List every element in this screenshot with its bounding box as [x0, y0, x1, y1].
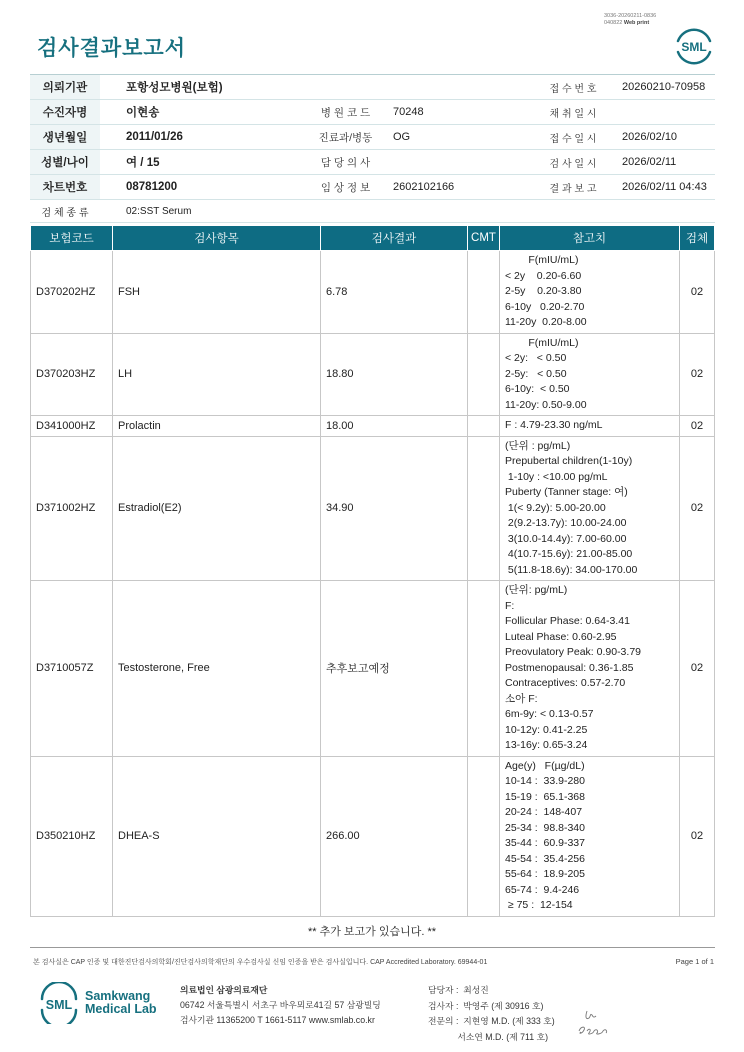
- reference-line: 11-20y: 0.50-9.00: [505, 398, 587, 411]
- reference-line: 6-10y: < 0.50: [505, 383, 570, 395]
- test-item: LH: [113, 333, 321, 416]
- reference-line: < 2y: < 0.50: [505, 352, 567, 364]
- accreditation-note: 본 검사실은 CAP 인증 및 대한진단검사의학회/진단검사의학재단의 우수검사실 신임 인증을 받은 검사실입니다. CAP Accredited Laboratory. 69944-01: [33, 959, 488, 966]
- patient-info-table: [30, 74, 715, 223]
- reference-line: 65-74 : 9.4-246: [505, 883, 580, 896]
- reference-range: [500, 436, 680, 581]
- info-value: 2602102166: [385, 175, 538, 200]
- reference-line: F(mIU/mL): [505, 336, 579, 349]
- insurance-code: D370202HZ: [31, 251, 113, 334]
- info-value: 이현송: [100, 100, 306, 125]
- info-label: 병 원 코 드: [306, 100, 385, 125]
- company-name-line: Samkwang: [85, 989, 151, 1003]
- info-label: 검 사 일 시: [538, 150, 608, 175]
- specimen-code: 02: [680, 756, 715, 916]
- reference-line: 10-12y: 0.41-2.25: [505, 723, 588, 736]
- info-label: 생년월일: [30, 125, 100, 150]
- reference-line: 소아 F:: [505, 692, 538, 705]
- reference-line: 3(10.0-14.4y): 7.00-60.00: [505, 532, 627, 545]
- reference-line: Age(y) F(µg/dL): [505, 759, 585, 772]
- info-label: 진료과/병동: [306, 125, 385, 150]
- test-result: 18.80: [321, 333, 468, 416]
- info-label: 의뢰기관: [30, 75, 100, 100]
- specimen-row: [30, 200, 715, 223]
- reference-line: Follicular Phase: 0.64-3.41: [505, 615, 630, 627]
- specimen-label: 검 체 종 류: [30, 200, 100, 223]
- org-name: 의료법인 삼광의료재단: [180, 985, 268, 995]
- info-value: [608, 100, 715, 125]
- info-value: [385, 150, 538, 175]
- col-header-result: 검사결과: [321, 226, 468, 251]
- insurance-code: D3710057Z: [31, 581, 113, 757]
- info-label: 차트번호: [30, 175, 100, 200]
- more-report-notice: ** 추가 보고가 있습니다. **: [307, 926, 437, 938]
- info-label: 임 상 정 보: [306, 175, 385, 200]
- specimen-code: 02: [680, 416, 715, 437]
- insurance-code: D350210HZ: [31, 756, 113, 916]
- reference-line: Prepubertal children(1-10y): [505, 455, 633, 467]
- reference-line: 13-16y: 0.65-3.24: [505, 739, 588, 751]
- insurance-code: D341000HZ: [31, 416, 113, 437]
- info-label: 접 수 번 호: [538, 75, 608, 100]
- info-label: 접 수 일 시: [538, 125, 608, 150]
- org-contact: 검사기관 11365200 T 1661-5117 www.smlab.co.kr: [180, 1015, 375, 1025]
- sml-logo-bottom-icon: [37, 982, 81, 1024]
- cmt-cell: [468, 416, 500, 437]
- col-header-code: 보험코드: [31, 226, 113, 251]
- patient-info-row: [30, 175, 715, 200]
- col-header-cmt: CMT: [468, 226, 500, 251]
- reference-range: [500, 333, 680, 416]
- info-value: [385, 75, 538, 100]
- insurance-code: D371002HZ: [31, 436, 113, 581]
- patient-info-row: [30, 100, 715, 125]
- reference-line: Luteal Phase: 0.60-2.95: [505, 630, 617, 643]
- reference-line: F : 4.79-23.30 ng/mL: [505, 419, 603, 431]
- reference-line: 11-20y 0.20-8.00: [505, 316, 587, 328]
- info-value: 2026/02/11 04:43: [608, 175, 715, 200]
- specimen-code: 02: [680, 436, 715, 581]
- reference-line: 2(9.2-13.7y): 10.00-24.00: [505, 517, 627, 529]
- reference-line: 1(< 9.2y): 5.00-20.00: [505, 501, 606, 514]
- result-row: [31, 251, 715, 334]
- test-result: 266.00: [321, 756, 468, 916]
- test-item: Testosterone, Free: [113, 581, 321, 757]
- result-row: [31, 416, 715, 437]
- patient-info-row: [30, 125, 715, 150]
- reference-range: [500, 251, 680, 334]
- col-header-specimen: 검체: [680, 226, 715, 251]
- test-result: 추후보고예정: [321, 581, 468, 757]
- reference-range: [500, 416, 680, 437]
- print-code: [604, 13, 656, 26]
- info-value: 08781200: [100, 175, 306, 200]
- org-address: 06742 서울특별시 서초구 바우뫼로41길 57 삼광빌딩: [180, 1000, 381, 1010]
- reference-line: Postmenopausal: 0.36-1.85: [505, 661, 634, 674]
- reference-range: [500, 756, 680, 916]
- reference-line: 2-5y: < 0.50: [505, 367, 567, 380]
- test-result: 6.78: [321, 251, 468, 334]
- company-name: [85, 990, 157, 1016]
- reference-line: (단위: pg/mL): [505, 584, 568, 596]
- reference-line: ≥ 75 : 12-154: [505, 899, 573, 911]
- reference-line: 2-5y 0.20-3.80: [505, 285, 582, 297]
- result-row: [31, 581, 715, 757]
- reference-line: Contraceptives: 0.57-2.70: [505, 677, 626, 689]
- reference-line: F:: [505, 599, 515, 612]
- reference-line: Preovulatory Peak: 0.90-3.79: [505, 646, 641, 658]
- reference-line: (단위 : pg/mL): [505, 439, 571, 452]
- col-header-item: 검사항목: [113, 226, 321, 251]
- info-label: 성별/나이: [30, 150, 100, 175]
- info-value: OG: [385, 125, 538, 150]
- reference-line: 5(11.8-18.6y): 34.00-170.00: [505, 563, 638, 576]
- reference-line: < 2y 0.20-6.60: [505, 269, 582, 282]
- specimen-code: 02: [680, 581, 715, 757]
- reference-line: Puberty (Tanner stage: 여): [505, 486, 628, 498]
- cmt-cell: [468, 251, 500, 334]
- logo-text: SML: [681, 40, 707, 54]
- report-title: 검사결과보고서: [37, 37, 187, 60]
- info-label: [306, 75, 385, 100]
- print-code-line: 3036-20260211-0836: [604, 13, 657, 19]
- staff-list: [428, 983, 555, 1045]
- patient-info-row: [30, 75, 715, 100]
- reference-line: 15-19 : 65.1-368: [505, 790, 585, 803]
- col-header-reference: 참고치: [500, 226, 680, 251]
- reference-line: 4(10.7-15.6y): 21.00-85.00: [505, 548, 633, 560]
- info-value: 2011/01/26: [100, 125, 306, 150]
- info-label: 담 당 의 사: [306, 150, 385, 175]
- cmt-cell: [468, 333, 500, 416]
- result-row: [31, 756, 715, 916]
- info-label: 수진자명: [30, 100, 100, 125]
- info-value: 여 / 15: [100, 150, 306, 175]
- results-table: [30, 226, 715, 917]
- reference-range: [500, 581, 680, 757]
- info-label: 결 과 보 고: [538, 175, 608, 200]
- reference-line: 20-24 : 148-407: [505, 806, 583, 818]
- page-number: Page 1 of 1: [675, 957, 714, 966]
- info-value: 70248: [385, 100, 538, 125]
- footer-divider: [30, 947, 715, 948]
- cmt-cell: [468, 581, 500, 757]
- specimen-code: 02: [680, 333, 715, 416]
- specimen-value: 02:SST Serum: [100, 200, 715, 223]
- info-value: 포항성모병원(보험): [100, 75, 306, 100]
- staff-line: 전문의 : 지현영 M.D. (제 333 호): [428, 1016, 555, 1026]
- test-item: DHEA-S: [113, 756, 321, 916]
- test-item: FSH: [113, 251, 321, 334]
- print-code-line: 040822: [604, 19, 623, 26]
- reference-line: F(mIU/mL): [505, 254, 579, 266]
- staff-line: 담당자 : 최성진: [428, 985, 489, 995]
- org-info: [180, 983, 381, 1028]
- reference-line: 45-54 : 35.4-256: [505, 852, 585, 865]
- specimen-code: 02: [680, 251, 715, 334]
- company-name-line: Medical Lab: [85, 1002, 157, 1016]
- result-row: [31, 436, 715, 581]
- staff-line: 서소연 M.D. (제 711 호): [428, 1031, 549, 1042]
- test-item: Prolactin: [113, 416, 321, 437]
- reference-line: 10-14 : 33.9-280: [505, 775, 585, 787]
- test-item: Estradiol(E2): [113, 436, 321, 581]
- info-value: 2026/02/10: [608, 125, 715, 150]
- insurance-code: D370203HZ: [31, 333, 113, 416]
- web-print-tag: Web print: [623, 19, 650, 26]
- info-value: 2026/02/11: [608, 150, 715, 175]
- info-label: 채 취 일 시: [538, 100, 608, 125]
- result-row: [31, 333, 715, 416]
- staff-line: 검사자 : 박영주 (제 30916 호): [428, 1000, 544, 1011]
- reference-line: 1-10y : <10.00 pg/mL: [505, 470, 608, 483]
- sml-logo-icon: [672, 25, 716, 65]
- test-result: 34.90: [321, 436, 468, 581]
- reference-line: 55-64 : 18.9-205: [505, 868, 585, 880]
- test-result: 18.00: [321, 416, 468, 437]
- cmt-cell: [468, 436, 500, 581]
- reference-line: 35-44 : 60.9-337: [505, 837, 585, 849]
- logo-text: SML: [45, 998, 73, 1012]
- patient-info-row: [30, 150, 715, 175]
- cmt-cell: [468, 756, 500, 916]
- reference-line: 6-10y 0.20-2.70: [505, 300, 585, 313]
- reference-line: 6m-9y: < 0.13-0.57: [505, 708, 594, 720]
- info-value: 20260210-70958: [608, 75, 715, 100]
- signature-icon: [575, 1007, 611, 1037]
- reference-line: 25-34 : 98.8-340: [505, 821, 585, 834]
